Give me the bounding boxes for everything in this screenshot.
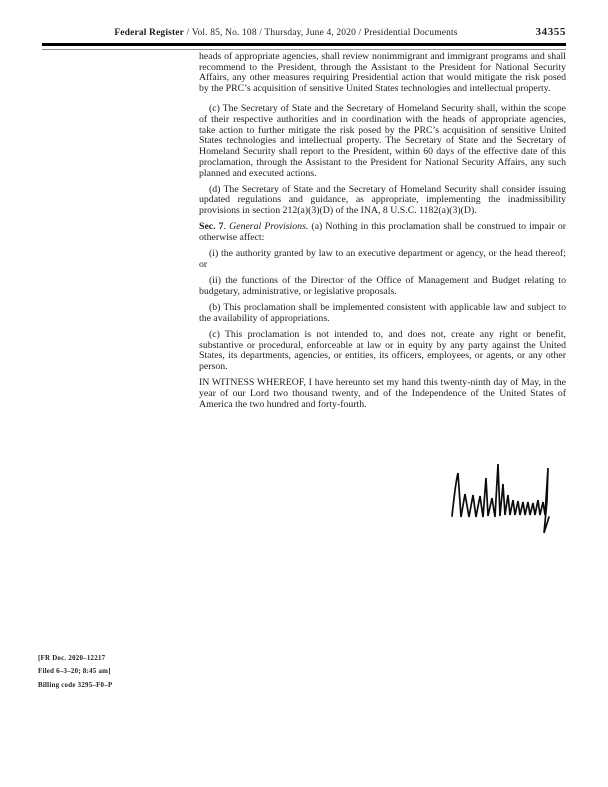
billing-code: Billing code 3295–F0–P <box>38 681 113 689</box>
filing-info <box>38 652 112 692</box>
page-header <box>42 28 566 42</box>
section-text: (a) Nothing in this proclamation shall be construed to impair or otherwise affect: <box>199 221 566 244</box>
paragraph-i: (i) the authority granted by law to an executive department or agency, or the head thereof; or <box>199 248 566 270</box>
paragraph-continuation: heads of appropriate agencies, shall review nonimmigrant and immigrant programs and shall recommend to the President, through the Assistant to the President for National Security Affairs, any other measures requiring Presidential action that would mitigate the risk posed by the PRC’s acquisition of sensitive United States technologies and intellectual property. <box>199 51 566 95</box>
paragraph-d: (d) The Secretary of State and the Secretary of Homeland Security shall consider issuing updated regulations and guidance, as appropriate, implementing the inadmissibility provisions in section 212(a)(3)(D) of the INA, 8 U.S.C. 1182(a)(3)(D). <box>199 183 566 217</box>
paragraph-c2: (c) This proclamation is not intended to, and does not, create any right or benefit, substantive or procedural, enforceable at law or in equity by any party against the United States, its departments, agencies, or entities, its officers, employees, or agents, or any other person. <box>199 328 566 373</box>
fr-doc-number: [FR Doc. 2020–12217 <box>38 655 106 662</box>
header-rule-thick <box>42 43 566 46</box>
section-label: Sec. 7 <box>199 221 224 233</box>
page-number: 34355 <box>535 26 566 38</box>
journal-title: Federal Register <box>114 28 185 38</box>
presidential-signature-icon <box>448 459 566 537</box>
filed-timestamp: Filed 6–3–20; 8:45 am] <box>38 668 111 676</box>
paragraph-witness: IN WITNESS WHEREOF, I have hereunto set my hand this twenty-ninth day of May, in the year of our Lord two thousand twenty, and of the Independence of the United States of America the two hundred and forty-fourth. <box>199 377 566 410</box>
paragraph-sec7 <box>199 222 566 243</box>
running-head <box>42 28 530 38</box>
section-separator: . <box>223 221 230 233</box>
paragraph-ii: (ii) the functions of the Director of the Office of Management and Budget relating to budgetary, administrative, or legislative proposals. <box>199 275 566 297</box>
document-body <box>199 52 566 416</box>
paragraph-c1: (c) The Secretary of State and the Secretary of Homeland Security shall, within the scope of their respective authorities and in coordination with the heads of appropriate agencies, take action to further mitigate the risk posed by the PRC’s acquisition of sensitive United States technologies and intellectual property. The Secretary of State and the Secretary of Homeland Security shall report to the President, within 60 days of the effective date of this proclamation, through the Assistant to the President for National Security Affairs, any such planned and executed actions. <box>199 103 566 179</box>
issue-info: / Vol. 85, No. 108 / Thursday, June 4, 2020 / Presidential Documents <box>184 28 458 38</box>
paragraph-b: (b) This proclamation shall be implemented consistent with applicable law and subject to the availability of appropriations. <box>199 302 566 324</box>
section-title: General Provisions. <box>229 221 309 233</box>
